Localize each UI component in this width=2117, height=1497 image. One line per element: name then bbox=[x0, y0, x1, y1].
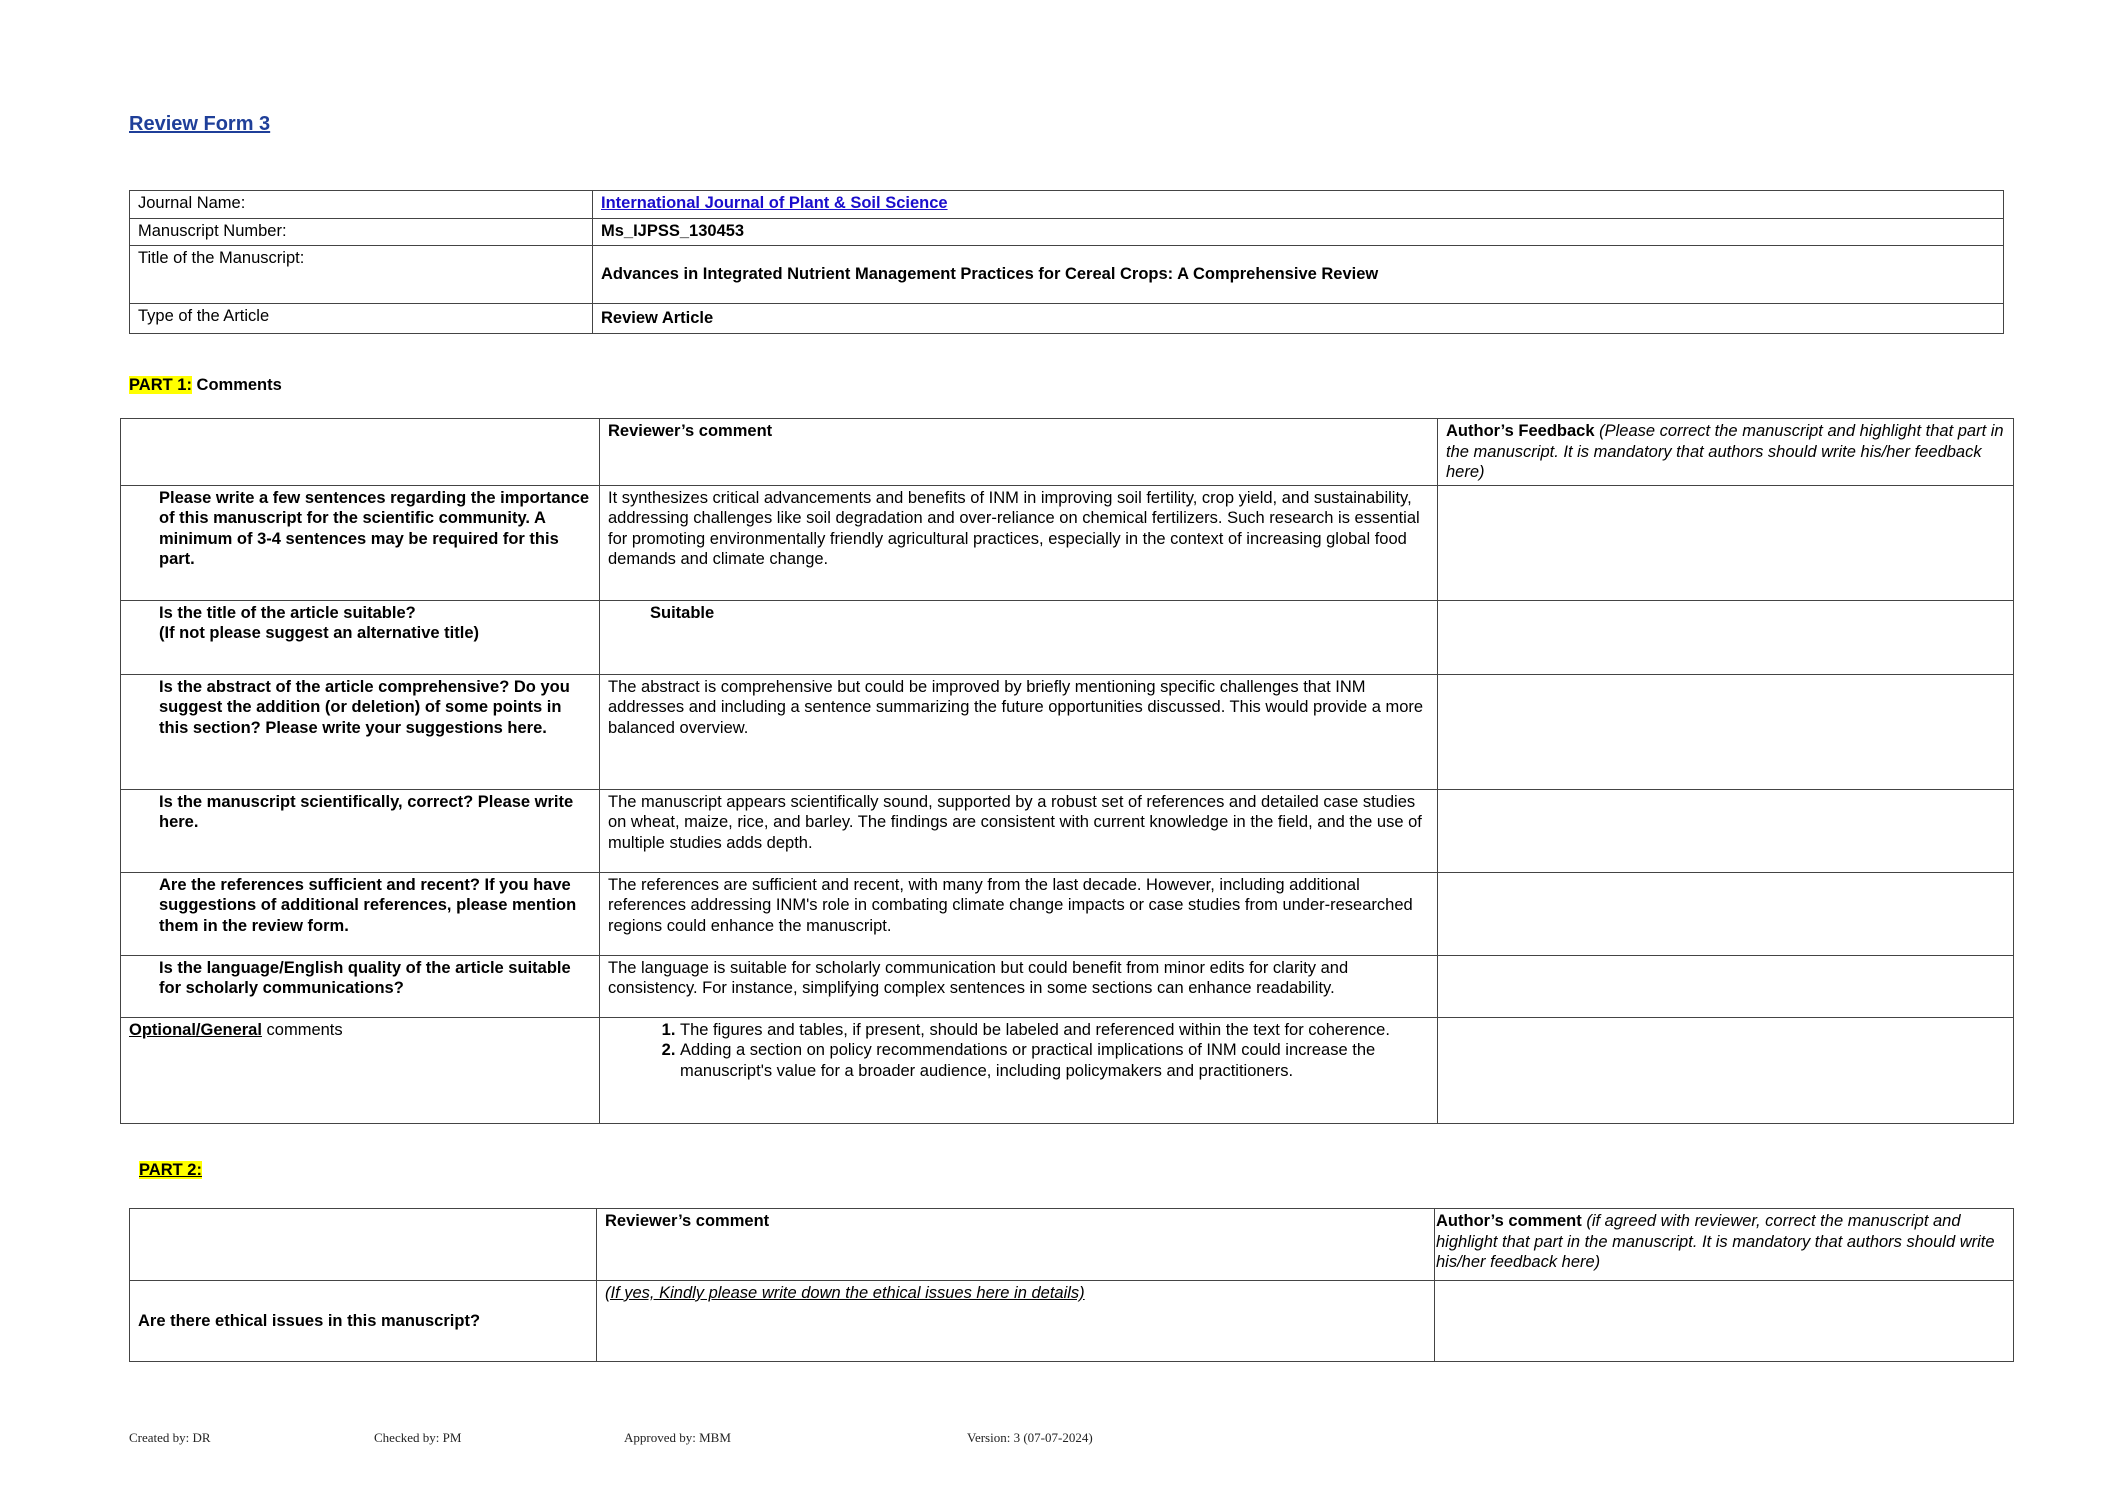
type-value: Review Article bbox=[593, 304, 2004, 334]
optional-comments-label bbox=[121, 1017, 600, 1123]
optional-label-rest: comments bbox=[261, 1020, 343, 1039]
part2-ethics-table bbox=[129, 1208, 2014, 1362]
part2-heading bbox=[139, 1160, 202, 1181]
question-abstract: Is the abstract of the article comprehensive? Do you suggest the addition (or deletion) of some points in this section? Please write your suggestions here. bbox=[121, 674, 600, 789]
table-row bbox=[121, 789, 2014, 872]
author-feedback-cell[interactable] bbox=[1438, 1017, 2014, 1123]
reviewer-comment-header: Reviewer’s comment bbox=[600, 419, 1438, 486]
question-title: Is the title of the article suitable? (If not please suggest an alternative title) bbox=[121, 600, 600, 674]
reviewer-comment[interactable]: It synthesizes critical advancements and benefits of INM in improving soil fertility, crop yield, and sustainability, addressing challenges like soil degradation and over-reliance on chemical fertilizers. Such research is essential for promoting environmentally friendly agricultural practices, especially in the context of increasing global food demands and climate change. bbox=[600, 485, 1438, 600]
optional-comments[interactable] bbox=[600, 1017, 1438, 1123]
author-comment-header bbox=[1435, 1209, 2014, 1281]
footer-created: Created by: DR bbox=[129, 1430, 211, 1445]
table-row bbox=[121, 1017, 2014, 1123]
table-row bbox=[121, 485, 2014, 600]
author-feedback-cell[interactable] bbox=[1438, 600, 2014, 674]
table-row bbox=[121, 674, 2014, 789]
manuscript-number-value: Ms_IJPSS_130453 bbox=[593, 219, 2004, 246]
reviewer-comment[interactable]: The abstract is comprehensive but could be improved by briefly mentioning specific challenges that INM addresses and including a sentence summarizing the future opportunities discussed. This would provide a more balanced overview. bbox=[600, 674, 1438, 789]
reviewer-comment[interactable]: The references are sufficient and recent, with many from the last decade. However, including additional references addressing INM's role in combating climate change impacts or case studies from under-researched regions could enhance the manuscript. bbox=[600, 872, 1438, 955]
form-title[interactable]: Review Form 3 bbox=[129, 113, 271, 135]
part1-label-suffix: Comments bbox=[191, 376, 282, 394]
optional-label-bold: Optional/General bbox=[129, 1020, 262, 1039]
author-feedback-title: Author’s Feedback bbox=[1446, 422, 1595, 440]
author-feedback-cell[interactable] bbox=[1438, 872, 2014, 955]
footer-approved: Approved by: MBM bbox=[624, 1430, 731, 1445]
optional-item: 2. Adding a section on policy recommendations or practical implications of INM could increase the manuscript's value for a broader audience, including policymakers and practitioners. bbox=[680, 1040, 1429, 1081]
journal-link[interactable]: International Journal of Plant & Soil Science bbox=[601, 194, 948, 212]
table-row bbox=[130, 1281, 2014, 1362]
title-label: Title of the Manuscript: bbox=[130, 246, 593, 304]
author-feedback-cell[interactable] bbox=[1438, 789, 2014, 872]
ethics-comment[interactable]: (If yes, Kindly please write down the ethical issues here in details) bbox=[597, 1281, 1435, 1362]
reviewer-comment[interactable]: Suitable bbox=[600, 600, 1438, 674]
manuscript-info-table bbox=[129, 190, 2004, 334]
question-language: Is the language/English quality of the article suitable for scholarly communications? bbox=[121, 955, 600, 1017]
question-ethics: Are there ethical issues in this manuscript? bbox=[130, 1281, 597, 1362]
footer-checked: Checked by: PM bbox=[374, 1430, 462, 1445]
question-references: Are the references sufficient and recent? If you have suggestions of additional references, please mention them in the review form. bbox=[121, 872, 600, 955]
manuscript-number-label: Manuscript Number: bbox=[130, 219, 593, 246]
table-row bbox=[121, 955, 2014, 1017]
footer-version: Version: 3 (07-07-2024) bbox=[967, 1430, 1093, 1445]
type-label: Type of the Article bbox=[130, 304, 593, 334]
reviewer-comment-header: Reviewer’s comment bbox=[597, 1209, 1435, 1281]
empty-header-cell bbox=[121, 419, 600, 486]
question-scientific: Is the manuscript scientifically, correct? Please write here. bbox=[121, 789, 600, 872]
part1-label: PART 1: bbox=[129, 376, 192, 394]
author-feedback-cell[interactable] bbox=[1438, 955, 2014, 1017]
author-feedback-cell[interactable] bbox=[1438, 674, 2014, 789]
part2-label: PART 2: bbox=[139, 1161, 202, 1179]
question-importance: Please write a few sentences regarding the importance of this manuscript for the scientific community. A minimum of 3-4 sentences may be required for this part. bbox=[121, 485, 600, 600]
author-comment-title: Author’s comment bbox=[1436, 1212, 1582, 1230]
empty-header-cell bbox=[130, 1209, 597, 1281]
author-feedback-header bbox=[1438, 419, 2014, 486]
author-feedback-cell[interactable] bbox=[1438, 485, 2014, 600]
reviewer-comment[interactable]: The language is suitable for scholarly communication but could benefit from minor edits for clarity and consistency. For instance, simplifying complex sentences in some sections can enhance readability. bbox=[600, 955, 1438, 1017]
author-feedback-instructions: (Please correct the manuscript and highlight that part in the manuscript. It is mandatory that authors should write his/her feedback here) bbox=[1446, 422, 2004, 481]
title-value: Advances in Integrated Nutrient Management Practices for Cereal Crops: A Comprehensive Review bbox=[593, 246, 2004, 304]
table-row bbox=[121, 872, 2014, 955]
reviewer-comment[interactable]: The manuscript appears scientifically sound, supported by a robust set of references and detailed case studies on wheat, maize, rice, and barley. The findings are consistent with current knowledge in the field, and the use of multiple studies adds depth. bbox=[600, 789, 1438, 872]
author-comment-instructions: (if agreed with reviewer, correct the manuscript and highlight that part in the manuscript. It is mandatory that authors should write his/her feedback here) bbox=[1436, 1212, 1995, 1271]
author-comment-cell[interactable] bbox=[1435, 1281, 2014, 1362]
part1-comments-table bbox=[120, 418, 2014, 1124]
journal-label: Journal Name: bbox=[130, 191, 593, 219]
table-row bbox=[121, 600, 2014, 674]
part1-heading bbox=[129, 375, 282, 396]
optional-item: 1. The figures and tables, if present, should be labeled and referenced within the text for coherence. bbox=[680, 1020, 1429, 1041]
